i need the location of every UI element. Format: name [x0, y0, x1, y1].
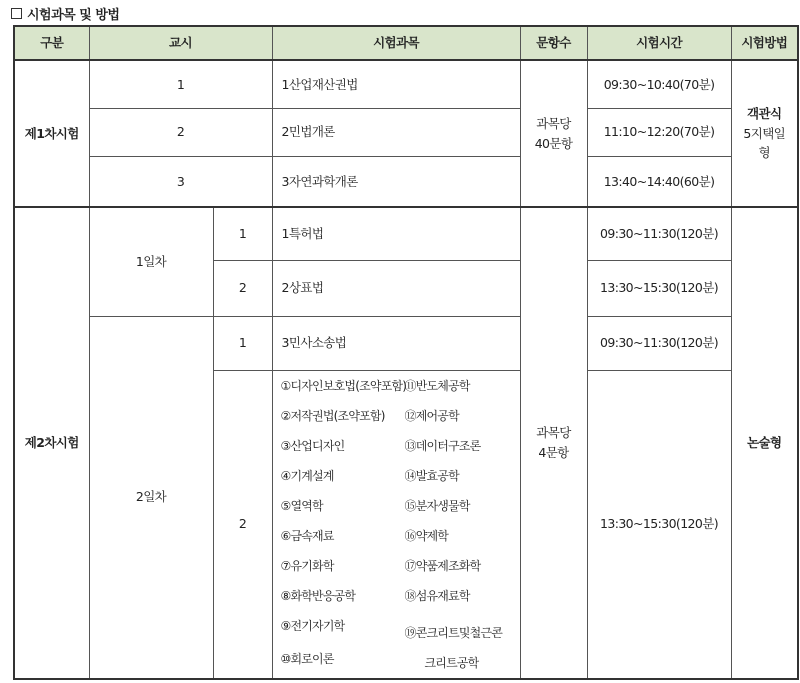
- questions-line1: 과목당: [536, 425, 571, 441]
- time-cell: 09:30~10:40(70분): [587, 60, 731, 108]
- elective-item: ⑪반도체공학: [404, 378, 470, 393]
- header-period: 교시: [89, 26, 272, 60]
- time-cell: 09:30~11:30(120분): [587, 316, 731, 370]
- time-cell: 13:30~15:30(120분): [587, 370, 731, 679]
- table-row: [14, 156, 798, 207]
- elective-item: ⑬데이터구조론: [404, 438, 481, 453]
- elective-item: ⑮분자생물학: [404, 498, 470, 513]
- second-exam-label: 제2차시험: [14, 207, 89, 679]
- elective-last-line1: ⑲콘크리트및철근콘: [404, 625, 503, 640]
- elective-item: ③산업디자인: [280, 438, 345, 453]
- header-division: 구분: [14, 26, 89, 60]
- day2-label: 2일차: [89, 316, 213, 679]
- period-cell: 2: [89, 108, 272, 156]
- elective-item: ⑤열역학: [280, 498, 323, 513]
- table-row: [14, 316, 798, 370]
- time-cell: 11:10~12:20(70분): [587, 108, 731, 156]
- elective-item: ⑫제어공학: [404, 408, 459, 423]
- elective-subject-list: [273, 371, 520, 678]
- second-exam-method: 논술형: [731, 207, 798, 679]
- elective-item: ⑥금속재료: [280, 528, 334, 543]
- elective-item: ⑭발효공학: [404, 468, 459, 483]
- elective-item: ②저작권법(조약포함): [280, 408, 385, 423]
- checkbox-square-icon: [11, 8, 22, 19]
- day1-label: 1일차: [89, 207, 213, 316]
- subject-cell: 3자연과학개론: [272, 156, 520, 207]
- header-subjects: 시험과목: [272, 26, 520, 60]
- section-title: [11, 3, 119, 23]
- method-line2: 5지택일: [743, 125, 786, 141]
- subject-cell: 2상표법: [272, 260, 520, 316]
- header-method: 시험방법: [731, 26, 798, 60]
- elective-subjects-cell: [272, 370, 520, 679]
- elective-item: ⑧화학반응공학: [280, 588, 356, 603]
- questions-line1: 과목당: [536, 116, 571, 132]
- elective-item: ④기계설계: [280, 468, 334, 483]
- elective-item: ⑱섬유재료학: [404, 588, 470, 603]
- subject-cell: 3민사소송법: [272, 316, 520, 370]
- method-line3: 형: [758, 145, 770, 161]
- elective-last-line2: 크리트공학: [424, 655, 479, 670]
- elective-item-last: [405, 611, 505, 678]
- period-cell: 2: [213, 370, 272, 679]
- method-line1: 객관식: [747, 106, 782, 122]
- header-row: [14, 26, 798, 60]
- first-exam-method: [731, 60, 798, 207]
- subject-cell: 2민법개론: [272, 108, 520, 156]
- table-row: [14, 207, 798, 260]
- questions-line2: 40문항: [534, 135, 573, 151]
- period-cell: 2: [213, 260, 272, 316]
- first-exam-questions: [520, 60, 587, 207]
- exam-schedule-table: [13, 25, 799, 680]
- elective-item: ⑨전기자기학: [280, 618, 345, 633]
- period-cell: 1: [213, 207, 272, 260]
- subject-cell: 1특허법: [272, 207, 520, 260]
- elective-item: ⑰약품제조화학: [404, 558, 481, 573]
- period-cell: 3: [89, 156, 272, 207]
- second-exam-questions: [520, 207, 587, 679]
- header-time: 시험시간: [587, 26, 731, 60]
- time-cell: 13:30~15:30(120분): [587, 260, 731, 316]
- table-row: [14, 60, 798, 108]
- elective-item: ⑩회로이론: [280, 652, 334, 666]
- table-row: [14, 108, 798, 156]
- first-exam-label: 제1차시험: [14, 60, 89, 207]
- header-questions: 문항수: [520, 26, 587, 60]
- elective-item: ①디자인보호법(조약포함): [280, 378, 407, 393]
- period-cell: 1: [213, 316, 272, 370]
- section-title-text: 시험과목 및 방법: [27, 7, 120, 23]
- elective-item: ⑦유기화학: [280, 558, 334, 573]
- questions-line2: 4문항: [538, 444, 569, 460]
- elective-item: ⑯약제학: [404, 528, 449, 543]
- subject-cell: 1산업재산권법: [272, 60, 520, 108]
- period-cell: 1: [89, 60, 272, 108]
- time-cell: 13:40~14:40(60분): [587, 156, 731, 207]
- time-cell: 09:30~11:30(120분): [587, 207, 731, 260]
